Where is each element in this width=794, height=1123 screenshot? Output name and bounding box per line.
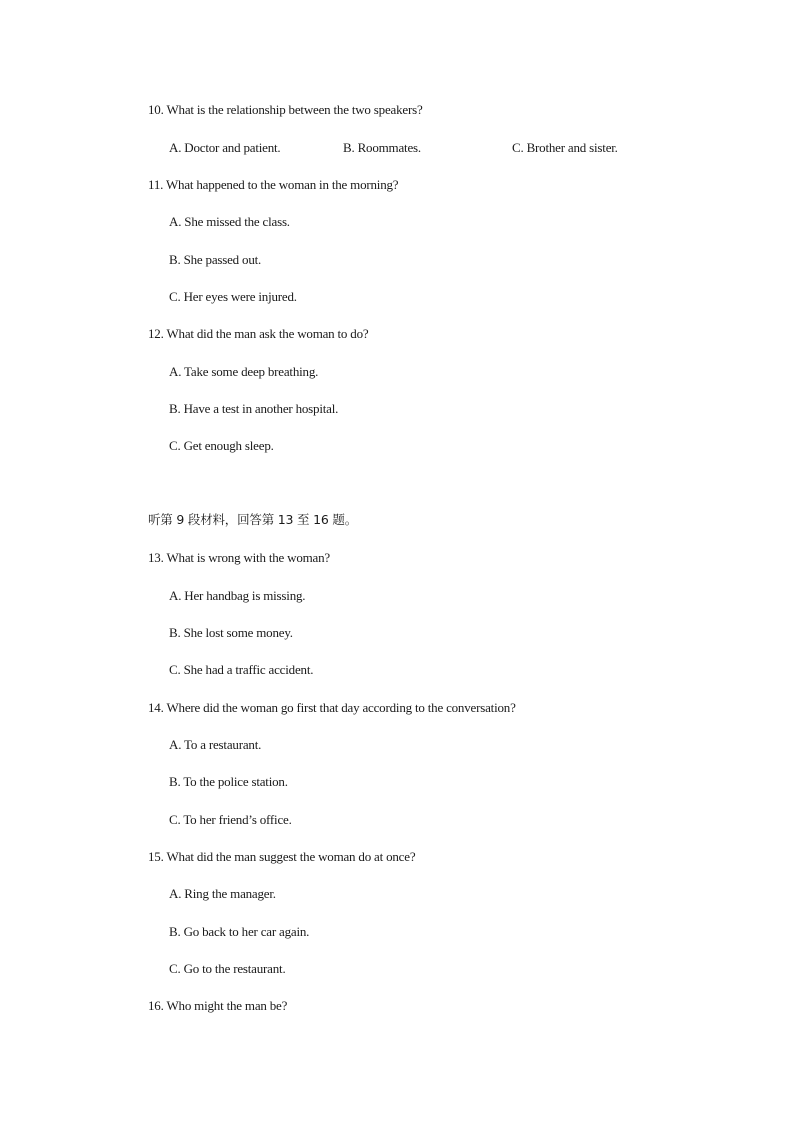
question-16: 16. Who might the man be? [148,998,288,1013]
q10-option-a: A. Doctor and patient. [169,140,281,155]
q13-option-a: A. Her handbag is missing. [169,588,306,603]
question-15: 15. What did the man suggest the woman do at once? [148,849,416,864]
question-14: 14. Where did the woman go first that day according to the conversation? [148,700,516,715]
q12-option-b: B. Have a test in another hospital. [169,401,339,416]
question-12: 12. What did the man ask the woman to do? [148,326,369,341]
section-instruction: 听第 9 段材料，回答第 13 至 16 题。 [148,512,358,527]
q12-option-c: C. Get enough sleep. [169,438,274,453]
q12-option-a: A. Take some deep breathing. [169,364,319,379]
q11-option-c: C. Her eyes were injured. [169,289,297,304]
question-10: 10. What is the relationship between the two speakers? [148,102,423,117]
question-11: 11. What happened to the woman in the morning? [148,177,399,192]
q15-option-b: B. Go back to her car again. [169,924,310,939]
q14-option-b: B. To the police station. [169,774,288,789]
question-13: 13. What is wrong with the woman? [148,550,330,565]
q13-option-c: C. She had a traffic accident. [169,662,314,677]
q10-option-c: C. Brother and sister. [512,140,618,155]
q14-option-a: A. To a restaurant. [169,737,262,752]
q10-option-b: B. Roommates. [343,140,421,155]
q15-option-a: A. Ring the manager. [169,886,276,901]
q15-option-c: C. Go to the restaurant. [169,961,286,976]
q13-option-b: B. She lost some money. [169,625,293,640]
q11-option-a: A. She missed the class. [169,214,290,229]
q14-option-c: C. To her friend’s office. [169,812,292,827]
q11-option-b: B. She passed out. [169,252,262,267]
